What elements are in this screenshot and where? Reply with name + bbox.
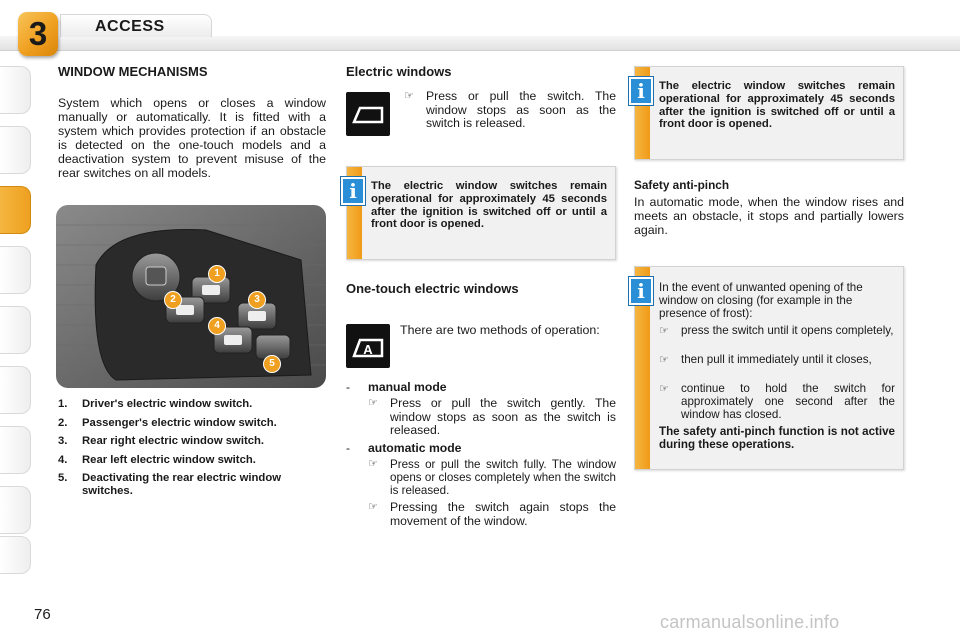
- info-box-frost: i In the event of unwanted opening of the window on closing (for example in the presence of frost): ☞ press the switch until it opens completely, ☞ then pull it immediately until it closes, ☞ continue to hold the switch for approximately one second after the window has closed. The safety anti-pinch function is not active during these operations.: [634, 266, 904, 470]
- anti-pinch-heading: Safety anti-pinch: [634, 178, 730, 192]
- automatic-mode-label: - automatic mode: [346, 441, 462, 455]
- bullet-hand-icon: ☞: [404, 90, 414, 102]
- automatic-window-icon: [346, 324, 390, 368]
- chapter-number: 3: [28, 15, 48, 52]
- window-mechanisms-body: System which opens or closes a window manually or automatically. It is fitted with a system which provides protection if an obstacle is detected on the one-touch models and a deactivation system to prevent misuse of the rear switches on all models.: [58, 96, 326, 180]
- header-bar: [0, 36, 960, 51]
- info-box-middle: i The electric window switches remain operational for approximately 45 seconds after the ignition is switched off or until a front door is opened.: [346, 166, 616, 260]
- frost-step-2: ☞ then pull it immediately until it closes,: [659, 353, 872, 366]
- info-icon: i: [629, 277, 653, 305]
- page-title: ACCESS: [95, 18, 165, 35]
- side-tab-1[interactable]: [0, 66, 31, 114]
- info-icon: i: [341, 177, 365, 205]
- svg-text:A: A: [363, 342, 373, 357]
- frost-note: The safety anti-pinch function is not active during these operations.: [659, 425, 895, 451]
- bullet-hand-icon: ☞: [368, 458, 378, 470]
- one-touch-intro: There are two methods of operation:: [400, 323, 600, 337]
- chapter-badge: [18, 12, 58, 56]
- side-tab-6[interactable]: [0, 366, 31, 414]
- info-box-top-right: i The electric window switches remain operational for approximately 45 seconds after the ignition is switched off or until a front door is opened.: [634, 66, 904, 160]
- one-touch-heading: One-touch electric windows: [346, 281, 519, 296]
- frost-step-3: ☞ continue to hold the switch for approximately one second after the window has closed.: [659, 382, 895, 421]
- side-tab-8[interactable]: [0, 486, 31, 534]
- bullet-hand-icon: ☞: [659, 383, 669, 395]
- window-mechanisms-heading: WINDOW MECHANISMS: [58, 64, 208, 79]
- callout-2: 2: [164, 291, 182, 309]
- window-switch-illustration: [56, 205, 326, 388]
- list-item: 1. Driver's electric window switch.: [58, 398, 253, 410]
- window-switch-icon: [346, 92, 390, 136]
- manual-mode-bullet: ☞ Press or pull the switch gently. The window stops as soon as the switch is released.: [368, 396, 616, 437]
- list-item: 2. Passenger's electric window switch.: [58, 416, 277, 429]
- frost-step-1: ☞ press the switch until it opens completely,: [659, 324, 894, 337]
- bullet-hand-icon: ☞: [368, 501, 378, 513]
- manual-mode-label: - manual mode: [346, 380, 447, 394]
- electric-windows-bullet: ☞ Press or pull the switch. The window stops as soon as the switch is released.: [404, 89, 616, 130]
- switch-legend-list: [58, 398, 328, 504]
- side-tab-7[interactable]: [0, 426, 31, 474]
- anti-pinch-body: In automatic mode, when the window rises and meets an obstacle, it stops and partially lowers again.: [634, 195, 904, 237]
- bullet-hand-icon: ☞: [659, 354, 669, 366]
- list-item: 4. Rear left electric window switch.: [58, 453, 256, 466]
- info-icon: i: [629, 77, 653, 105]
- page-number: 76: [34, 606, 51, 623]
- side-tab-4[interactable]: [0, 246, 31, 294]
- electric-windows-heading: Electric windows: [346, 64, 452, 79]
- list-item: 5. Deactivating the rear electric window switches.: [58, 472, 282, 497]
- callout-5: 5: [263, 355, 281, 373]
- side-tab-5[interactable]: [0, 306, 31, 354]
- bullet-hand-icon: ☞: [659, 325, 669, 337]
- callout-3: 3: [248, 291, 266, 309]
- side-tab-2[interactable]: [0, 126, 31, 174]
- side-tab-3-active[interactable]: [0, 186, 31, 234]
- callout-4: 4: [208, 317, 226, 335]
- watermark: carmanualsonline.info: [660, 612, 840, 632]
- bullet-hand-icon: ☞: [368, 397, 378, 409]
- list-item: 3. Rear right electric window switch.: [58, 435, 265, 447]
- callout-1: 1: [208, 265, 226, 283]
- automatic-mode-bullet-1: ☞ Press or pull the switch fully. The window opens or closes completely when the switch is released.: [368, 458, 616, 497]
- side-tab-9[interactable]: [0, 536, 31, 574]
- automatic-mode-bullet-2: ☞ Pressing the switch again stops the movement of the window.: [368, 500, 616, 528]
